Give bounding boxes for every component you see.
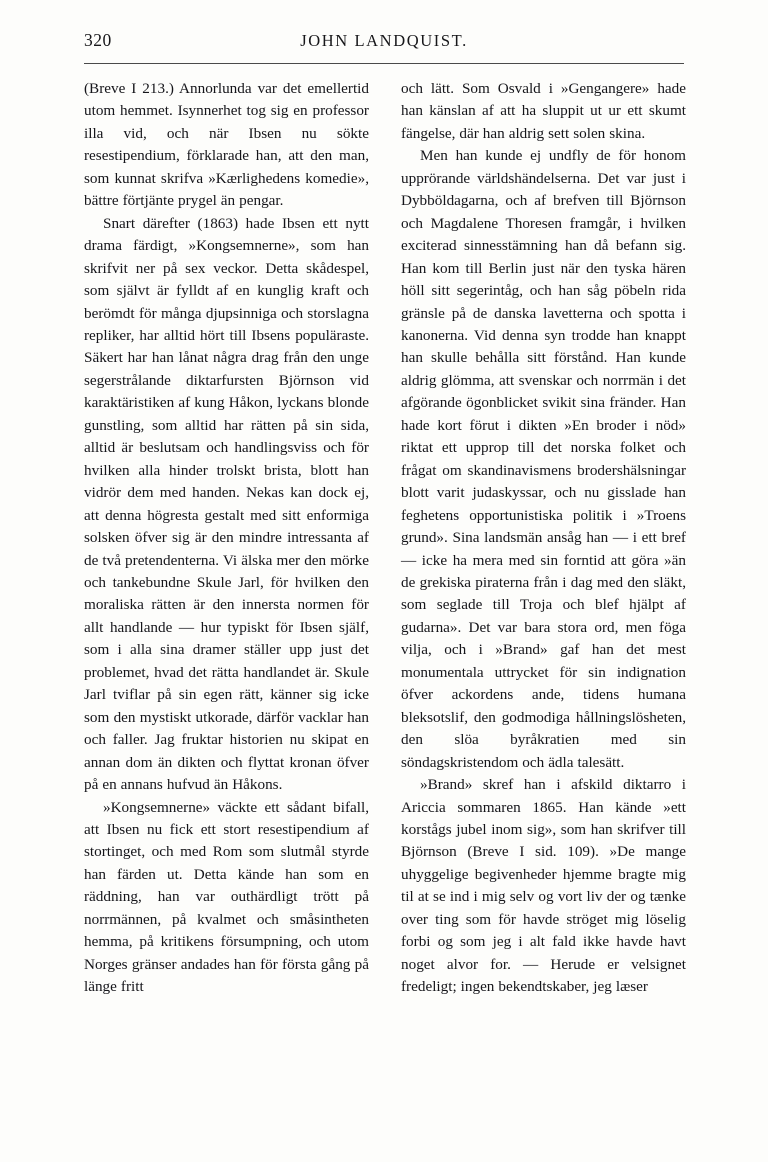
paragraph: »Brand» skref han i afskild diktarro i Ariccia sommaren 1865. Han kände »ett korstågs jubel inom sig», som han skrifver till Björnson (Breve I sid. 109). »De mange uhyggelige begivenheder hjemme bragte mig til at se ind i mig selv og vort liv der og tænke over ting som för havde ströget mig löselig forbi og som jeg i alt fald ikke havde havt noget alvor for. — Herude er velsignet fredeligt; ingen bekendtskaber, jeg læser — [401, 776, 686, 996]
text-columns — [84, 78, 686, 1068]
running-head — [84, 30, 684, 56]
paragraph: (Breve I 213.) Annorlunda var det emellertid utom hemmet. Isynnerhet tog sig en professor illa vid, och när Ibsen nu sökte resestipendium, förklarade han, att den man, som kunnat skrifva »Kærlighedens komedie», bättre förtjänte prygel än pengar. — [84, 80, 369, 210]
paragraph: Men han kunde ej undfly de för honom upprörande världshändelserna. Det var just i Dybböldagarna, och af brefven till Björnson och Magdalene Thoresen framgår, i hvilken exciterad sinnesstämning han då befann sig. Han kom till Berlin just när den tyska hären höll sitt segerintåg, och han såg pöbeln rida gränsle på de danska lavetterna och spotta i kanonerna. Vid denna syn trodde han knappt han skulle behålla sitt förstånd. Han kunde aldrig glömma, att svenskar och norrmän i det afgörande ögonblicket svikit sina fränder. Han hade kort förut i dikten »En broder i nöd» riktat ett upprop till det norska folket och frågat om skandinavismens brodershälsningar blott varit judaskyssar, och nu gisslade han feghetens opportunistiska politik i »Troens grund». Sina landsmän ansåg han — i ett bref — icke ha mera med sin forntid att göra »än de grekiska piraterna från i dag med den släkt, som seglade till Troja och blef hjälpt af gudarna». Det var bara stora ord, men föga vilja, och i »Brand» gaf han det mest monumentala uttrycket för sin indignation öfver ackordens ande, tidens humana bleksotslif, den godmodiga hållningslösheten, den slöa byråkratien med sin söndagskristendom och ädla talesätt. — [401, 147, 686, 771]
right-column — [401, 78, 686, 1068]
header-rule — [84, 63, 684, 64]
paragraph: och lätt. Som Osvald i »Gengangere» hade han känslan af att ha sluppit ut ur ett skumt fängelse, där han aldrig sett solen skina. — [401, 80, 686, 142]
paragraph: Snart därefter (1863) hade Ibsen ett nytt drama färdigt, »Kongsemnerne», som han skrifvit ner på sex veckor. Detta skådespel, som självt är fylldt af en kunglig kraft och berömdt för många djupsinniga och storslagna repliker, har alltid hört till Ibsens populäraste. Säkert har han lånat några drag från den unge segerstrålande diktarfursten Björnson vid karaktäristiken af kung Håkon, lyckans blonde gunstling, som alltid har rätten på sin sida, alltid är beslutsam och handlingsviss och för hvilken alla hinder trolskt brista, blott han vidrör dem med handen. Nekas kan dock ej, att denna högresta gestalt med sitt enformiga solsken öfver sig är den mindre intressanta af de två pretendenterna. Vi älska mer den mörke och tankebundne Skule Jarl, för hvilken den moraliska rätten är den innersta normen för allt handlande — hur typiskt för Ibsen själf, som i alla sina dramer ställer upp just det problemet, hvad det rätta handlandet är. Skule Jarl tviflar på sin egen rätt, känner sig icke som den mystiskt utkorade, därför vacklar han och faller. Jag fruktar historien nu skipat en annan dom än dikten och flyttat kronan öfver på en annans hufvud än Håkons. — [84, 214, 369, 794]
left-column — [84, 78, 369, 1068]
page-number: 320 — [84, 30, 112, 50]
paragraph: »Kongsemnerne» väckte ett sådant bifall, att Ibsen nu fick ett stort resestipendium af stortinget, och med Rom som slutmål styrde han färden ut. Detta kände han som en räddning, han var outhärdligt trött på norrmännen, på kvalmet och småsintheten hemma, på kritikens försumpning, och utom Norges gränser andades han för första gång på länge fritt — [84, 798, 369, 996]
running-title: JOHN LANDQUIST. — [300, 31, 468, 50]
